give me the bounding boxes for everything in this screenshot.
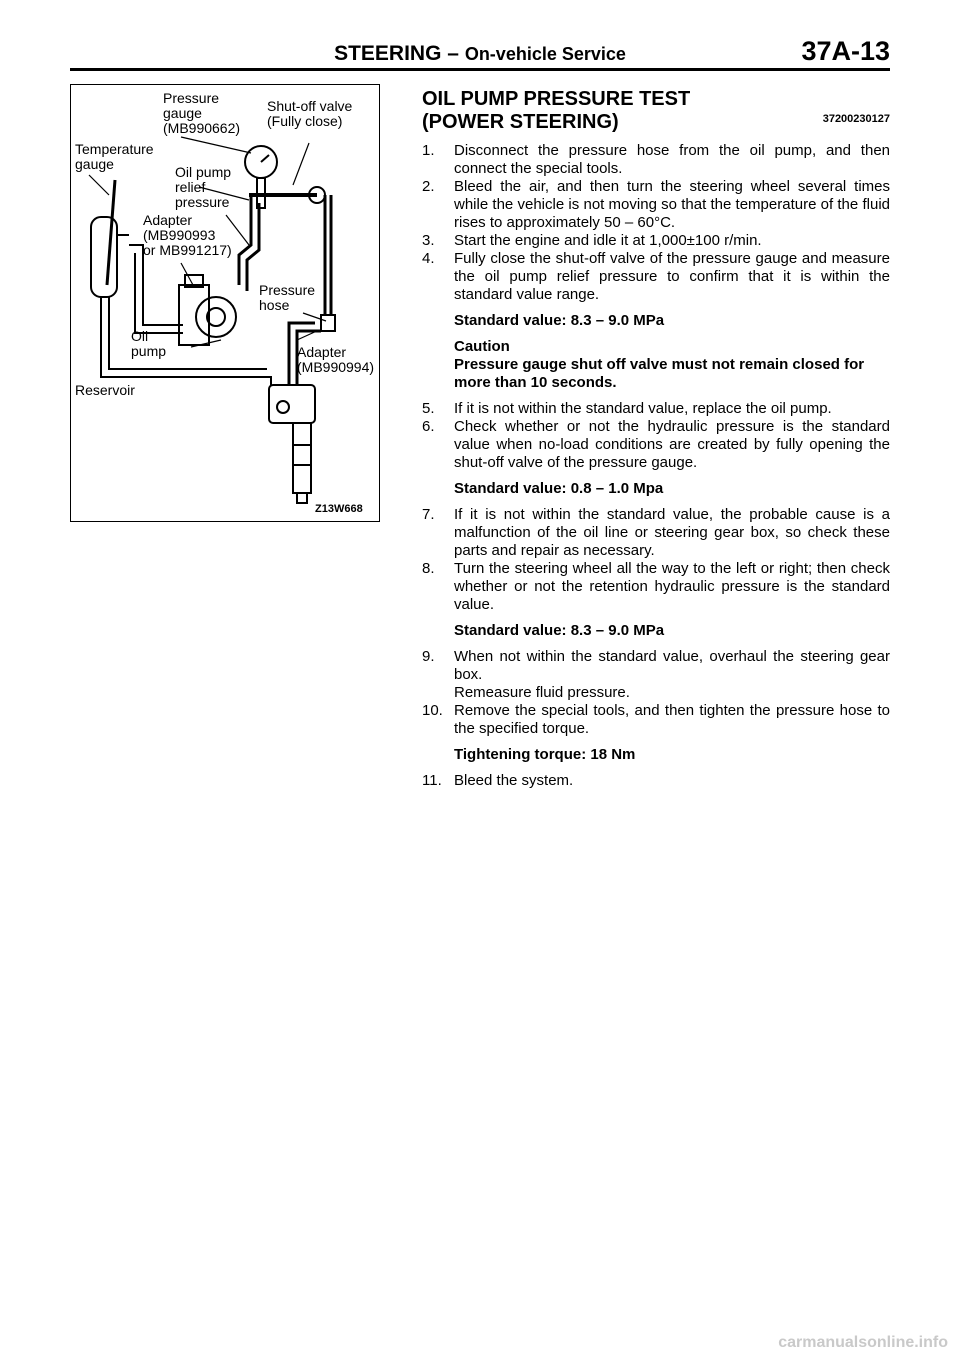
step-item: 9. When not within the standard value, overhaul the steering gear box.	[422, 648, 890, 683]
steps-list	[422, 142, 890, 790]
label-adapter-1: Adapter (MB990993 or MB991217)	[143, 212, 232, 258]
step-item: 1. Disconnect the pressure hose from the oil pump, and then connect the special tools.	[422, 142, 890, 177]
procedure-title: OIL PUMP PRESSURE TEST	[422, 88, 691, 110]
oil-pump-body	[196, 297, 236, 337]
step-item: 4. Fully close the shut-off valve of the pressure gauge and measure the oil pump relief pressure to confirm that it is within the standard value range.	[422, 250, 890, 303]
label-oil-pump: Oil pump	[131, 328, 167, 359]
procedure-content	[422, 88, 890, 790]
procedure-title-line2: (POWER STEERING) 37200230127	[422, 111, 890, 134]
temperature-probe	[107, 180, 115, 285]
step-item: 8. Turn the steering wheel all the way to the left or right; then check whether or not the retention hydraulic pressure is the standard value.	[422, 560, 890, 613]
step-item: 11. Bleed the system.	[422, 772, 574, 789]
header-rule	[70, 68, 890, 71]
page-header	[70, 30, 890, 70]
pressure-test-diagram	[70, 84, 380, 522]
standard-value-1: Standard value: 8.3 – 9.0 MPa	[454, 312, 665, 329]
step-item: 10. Remove the special tools, and then tighten the pressure hose to the specified torque.	[422, 702, 890, 737]
gear-box	[269, 385, 315, 423]
header-section-title: STEERING – On-vehicle Service	[334, 42, 626, 65]
document-code: 37200230127	[822, 113, 890, 125]
tightening-torque: Tightening torque: 18 Nm	[454, 746, 636, 763]
label-pressure-hose: Pressure hose	[259, 282, 316, 313]
caution-text: Pressure gauge shut off valve must not remain closed for more than 10 seconds.	[454, 356, 865, 391]
label-adapter-2: Adapter (MB990994)	[297, 344, 375, 375]
caution-title: Caution	[454, 338, 510, 355]
step-item: 6. Check whether or not the hydraulic pressure is the standard value when no-load conditions are created by fully opening the shut-off valve of the pressure gauge.	[422, 418, 890, 471]
watermark: carmanualsonline.info	[778, 1334, 948, 1351]
standard-value-2: Standard value: 0.8 – 1.0 Mpa	[454, 480, 664, 497]
label-temperature-gauge: Temperature gauge	[75, 141, 154, 172]
step-item: 2. Bleed the air, and then turn the steering wheel several times while the vehicle is not moving so that the temperature of the fluid rises to approximately 50 – 60°C.	[422, 178, 890, 231]
standard-value-3: Standard value: 8.3 – 9.0 MPa	[454, 622, 665, 639]
reservoir-tank	[91, 217, 117, 297]
page-number: 37A-13	[801, 36, 890, 66]
step-item: 5. If it is not within the standard value, replace the oil pump.	[422, 400, 832, 417]
label-shutoff-valve: Shut-off valve (Fully close)	[267, 98, 353, 129]
label-oil-pump-relief: Oil pump relief pressure	[175, 164, 232, 210]
label-pressure-gauge: Pressure gauge (MB990662)	[163, 90, 241, 136]
step-item: 7. If it is not within the standard value, the probable cause is a malfunction of the oil line or steering gear box, so check these parts and repair as necessary.	[422, 506, 890, 559]
label-reservoir: Reservoir	[75, 382, 135, 398]
remeasure-note: Remeasure fluid pressure.	[454, 684, 630, 701]
figure-code: Z13W668	[315, 503, 363, 515]
step-item: 3. Start the engine and idle it at 1,000±100 r/min.	[422, 232, 762, 249]
